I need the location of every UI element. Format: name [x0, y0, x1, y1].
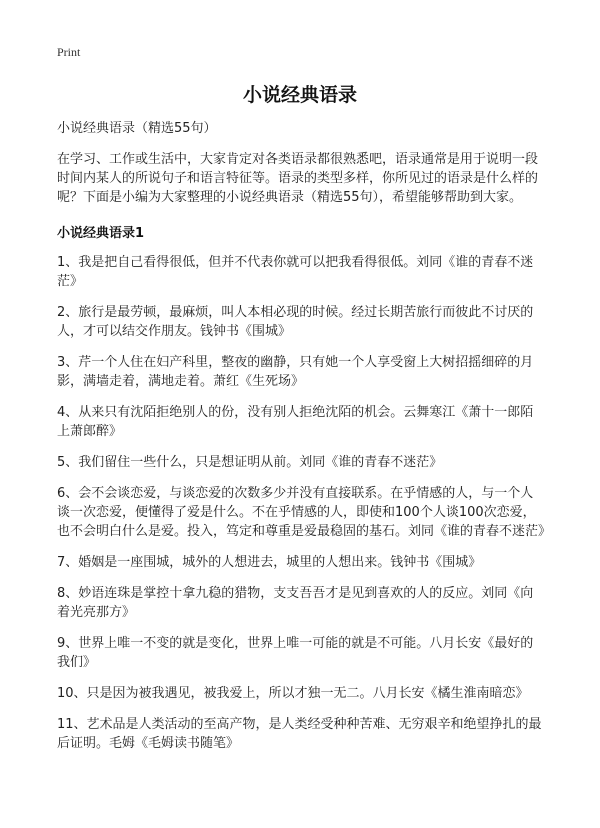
print-link[interactable]: Print: [57, 45, 81, 59]
page-title: 小说经典语录: [242, 84, 357, 106]
quote-item: 9、世界上唯一不变的就是变化，世界上唯一可能的就是不可能。八月长安《最好的我们》: [57, 636, 534, 670]
quote-item: 5、我们留住一些什么，只是想证明从前。刘同《谁的青春不迷茫》: [57, 455, 443, 470]
article-subtitle: 小说经典语录（精选55句）: [57, 121, 217, 136]
quote-item: 3、芹一个人住在妇产科里，整夜的幽静，只有她一个人享受窗上大树招摇细碎的月影，满墙走着，满地走着。萧红《生死场》: [57, 355, 534, 389]
quote-item: 1、我是把自己看得很低，但并不代表你就可以把我看得很低。刘同《谁的青春不迷茫》: [57, 255, 534, 289]
quote-item: 2、旅行是最劳顿，最麻烦，叫人本相必现的时候。经过长期苦旅行而彼此不讨厌的人，才可以结交作朋友。钱钟书《围城》: [57, 305, 534, 339]
quote-item: 8、妙语连珠是掌控十拿九稳的猎物，支支吾吾才是见到喜欢的人的反应。刘同《向着光亮那方》: [57, 586, 534, 620]
quote-item: 10、只是因为被我遇见，被我爱上，所以才独一无二。八月长安《橘生淮南暗恋》: [57, 686, 529, 701]
article-body: [57, 119, 552, 765]
section-heading: 小说经典语录1: [57, 226, 145, 241]
quote-item: 7、婚姻是一座围城，城外的人想进去，城里的人想出来。钱钟书《围城》: [57, 555, 482, 570]
quote-item: 4、从来只有沈陌拒绝别人的份，没有别人拒绝沈陌的机会。云舞寒江《萧十一郎陌上萧郎醉》: [57, 405, 534, 439]
quote-item: 6、会不会谈恋爱，与谈恋爱的次数多少并没有直接联系。在乎情感的人，与一个人谈一次恋爱，便懂得了爱是什么。不在乎情感的人，即使和100个人谈100次恋爱，也不会明白什么是爱。投入，笃定和尊重是爱最稳固的基石。刘同《谁的青春不迷茫》: [57, 486, 552, 539]
quote-item: 11、艺术品是人类活动的至高产物，是人类经受种种苦难、无穷艰辛和绝望挣扎的最后证明。毛姆《毛姆读书随笔》: [57, 717, 542, 751]
article-intro: 在学习、工作或生活中，大家肯定对各类语录都很熟悉吧，语录通常是用于说明一段时间内某人的所说句子和语言特征等。语录的类型多样，你所见过的语录是什么样的呢？下面是小编为大家整理的小说经典语录（精选55句），希望能够帮助到大家。: [57, 152, 539, 205]
